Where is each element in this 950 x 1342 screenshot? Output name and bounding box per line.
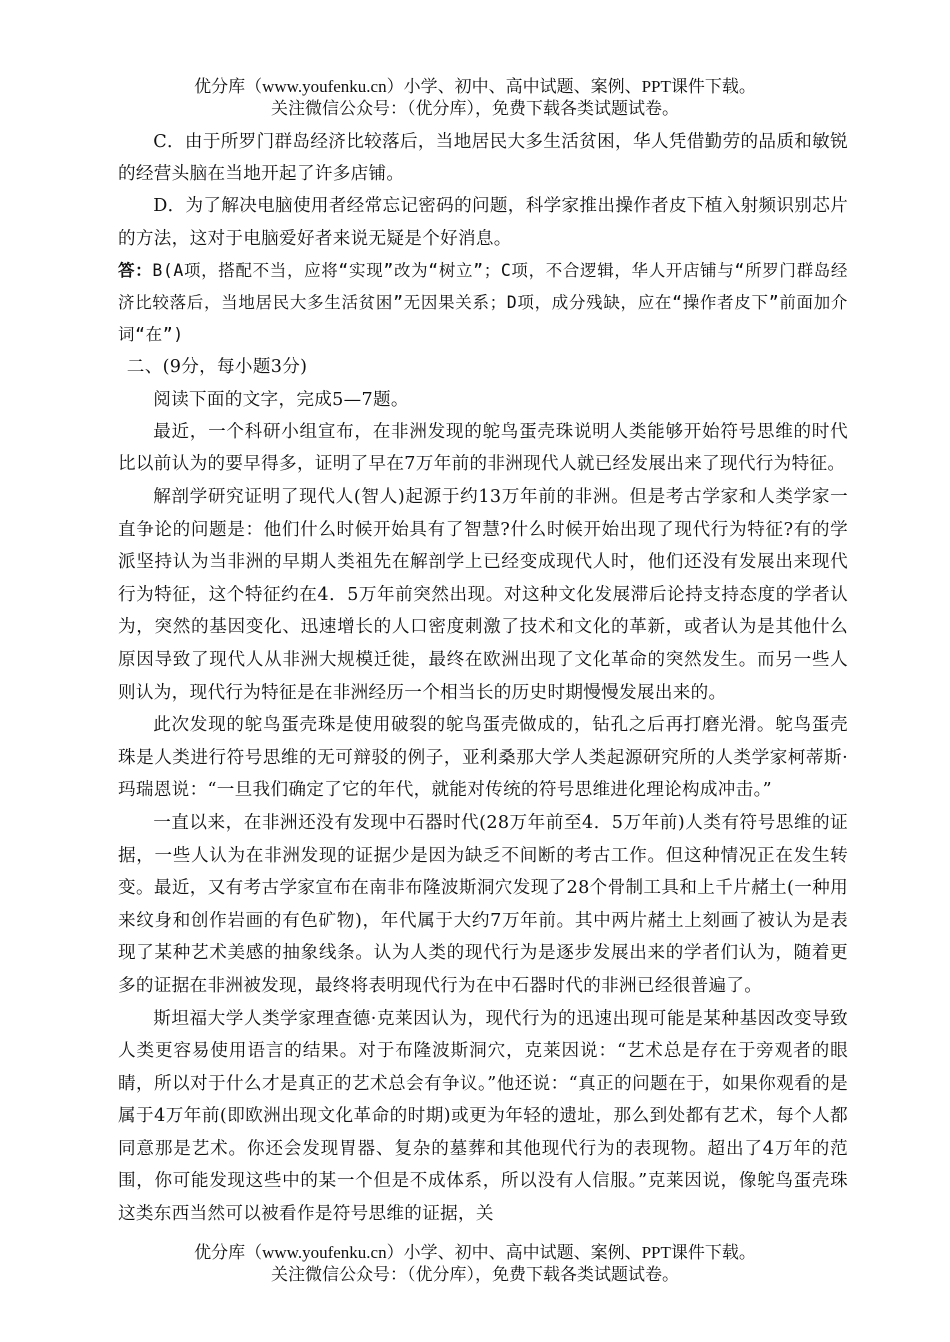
section-title: 二、(9分，每小题3分) — [126, 357, 308, 378]
page-footer — [0, 1242, 950, 1286]
document-body — [118, 126, 848, 1231]
footer-line-2: 关注微信公众号：（优分库），免费下载各类试题试卷。 — [271, 1265, 679, 1284]
passage-paragraph-5: 斯坦福大学人类学家理查德·克莱因认为，现代行为的迅速出现可能是某种基因改变导致人类更容易使用语言的结果。对于布隆波斯洞穴，克莱因说：“艺术总是存在于旁观者的眼睛，所以对于什么才是真正的艺术总会有争议。”他还说：“真正的问题在于，如果你观看的是属于4万年前(即欧洲出现文化革命的时期)或更为年轻的遗址，那么到处都有艺术，每个人都同意那是艺术。你还会发现胃器、复杂的墓葬和其他现代行为的表现物。超出了4万年的范围，你可能发现这些中的某一个但是不成体系，所以没有人信服。”克莱因说，像鸵鸟蛋壳珠这类东西当然可以被看作是符号思维的证据，关 — [118, 1008, 848, 1225]
section-instruction: 阅读下面的文字，完成5—7题。 — [153, 389, 409, 410]
passage-paragraph-3: 此次发现的鸵鸟蛋壳珠是使用破裂的鸵鸟蛋壳做成的，钻孔之后再打磨光滑。鸵鸟蛋壳珠是人类进行符号思维的无可辩驳的例子，亚利桑那大学人类起源研究所的人类学家柯蒂斯·玛瑞恩说：“一旦我们确定了它的年代，就能对传统的符号思维进化理论构成冲击。” — [118, 715, 848, 801]
header-line-1: 优分库（www.youfenku.cn）小学、初中、高中试题、案例、PPT课件下载。 — [194, 77, 756, 96]
passage-paragraph-1: 最近，一个科研小组宣布，在非洲发现的鸵鸟蛋壳珠说明人类能够开始符号思维的时代比以前认为的要早得多，证明了早在7万年前的非洲现代人就已经发展出来了现代行为特征。 — [118, 421, 848, 475]
passage-paragraph-2: 解剖学研究证明了现代人(智人)起源于约13万年前的非洲。但是考古学家和人类学家一直争论的问题是：他们什么时候开始具有了智慧?什么时候开始出现了现代行为特征?有的学派坚持认为当非洲的早期人类祖先在解剖学上已经变成现代人时，他们还没有发展出来现代行为特征，这个特征约在4．5万年前突然出现。对这种文化发展滞后论持支持态度的学者认为，突然的基因变化、迅速增长的人口密度刺激了技术和文化的革新，或者认为是其他什么原因导致了现代人从非洲大规模迁徙，最终在欧洲出现了文化革命的突然发生。而另一些人则认为，现代行为特征是在非洲经历一个相当长的历史时期慢慢发展出来的。 — [118, 487, 848, 703]
passage-paragraph-4: 一直以来，在非洲还没有发现中石器时代(28万年前至4．5万年前)人类有符号思维的证据，一些人认为在非洲发现的证据少是因为缺乏不间断的考古工作。但这种情况正在发生转变。最近，又有考古学家宣布在南非布隆波斯洞穴发现了28个骨制工具和上千片赭土(一种用来纹身和创作岩画的有色矿物)，年代属于大约7万年前。其中两片赭土上刻画了被认为是表现了某种艺术美感的抽象线条。认为人类的现代行为是逐步发展出来的学者们认为，随着更多的证据在非洲被发现，最终将表明现代行为在中石器时代的非洲已经很普遍了。 — [118, 812, 848, 996]
answer-block — [118, 255, 848, 352]
option-d: D．为了解决电脑使用者经常忘记密码的问题，科学家推出操作者皮下植入射频识别芯片的方法，这对于电脑爱好者来说无疑是个好消息。 — [118, 196, 848, 249]
footer-line-1: 优分库（www.youfenku.cn）小学、初中、高中试题、案例、PPT课件下载。 — [194, 1243, 756, 1262]
page-header — [0, 76, 950, 120]
reading-passage — [118, 416, 848, 1231]
option-c: C．由于所罗门群岛经济比较落后，当地居民大多生活贫困，华人凭借勤劳的品质和敏锐的经营头脑在当地开起了许多店铺。 — [118, 132, 848, 185]
header-line-2: 关注微信公众号：（优分库），免费下载各类试题试卷。 — [271, 99, 679, 118]
answer-label: 答： — [118, 260, 153, 280]
answer-text: B(A项，搭配不当，应将“实现”改为“树立”；C项，不合逻辑，华人开店铺与“所罗门群岛经济比较落后，当地居民大多生活贫困”无因果关系；D项，成分残缺，应在“操作者皮下”前面加介词“在”) — [118, 260, 848, 345]
